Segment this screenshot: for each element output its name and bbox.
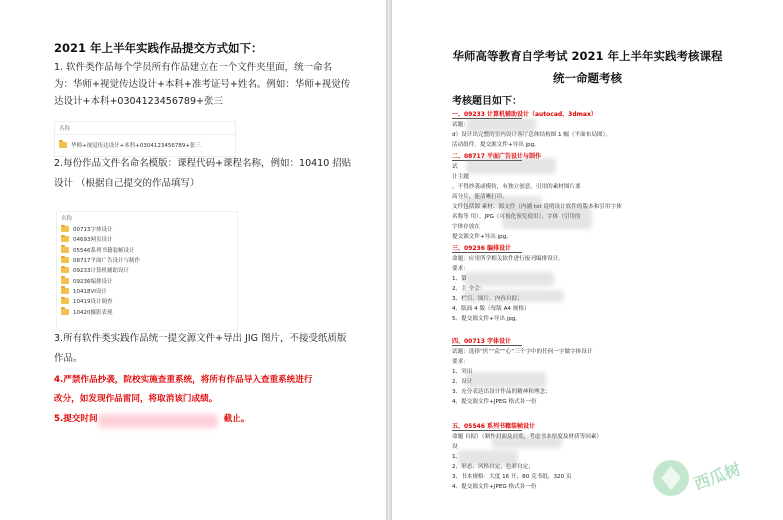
folder-name: 10420摄影表现 (73, 309, 113, 316)
section-line: 高分片，能清晰打印。 (452, 194, 508, 200)
section-line: 3、书本规格：大度 16 开，80 克书纸，320 页 (452, 474, 572, 480)
paragraph-2 (54, 155, 354, 192)
section-line: 要求： (452, 359, 469, 365)
section-line: 要求： (452, 266, 469, 272)
section-line: 试 (452, 164, 458, 170)
section-line: 4、版面 4 版（每版 A4 规格） (452, 306, 530, 312)
folder-name: 华师+视觉传达设计+本科+0304123456789+张三 (71, 142, 201, 149)
section-line: ，不得抄袭或模仿，有独立创意，引用的素材图片要 (452, 184, 581, 190)
section-line: 命题 自拟）（制作封面及封底，考虑书本厚度及材质等因素） (452, 434, 603, 440)
folder-name: 10419设计调查 (73, 299, 113, 306)
paragraph-1 (54, 59, 354, 110)
section-heading-text: 四、00713 字体设计 (452, 338, 511, 345)
section-line: 4、提交源文件+JPEG 格式各一份 (452, 399, 537, 405)
paragraph-3-line-2: 作品。 (54, 353, 83, 364)
left-page-title: 2021 年上半年实践作品提交方式如下： (54, 41, 263, 55)
paragraph-4-line-1: 4.严禁作品抄袭，院校实施查重系统，将所有作品导入查重系统进行 (54, 375, 313, 385)
section-heading-text: 三、09236 编排设计 (452, 245, 511, 252)
redaction-blur (464, 272, 554, 286)
left-document-page (0, 0, 386, 520)
section-line: 5、提交源文件+导出 jpg。 (452, 316, 522, 322)
deadline-start: 5.提交时间 (54, 414, 98, 424)
section-line: 字体存放在 (452, 224, 480, 230)
section-line: 4、提交源文件+JPEG 格式各一份 (452, 484, 537, 490)
paragraph-4-warning (54, 371, 354, 409)
paragraph-2-line-1: 2.每份作品文件名命名模版：课程代码+课程名称，例如：10410 招贴 (54, 158, 352, 169)
folder-list (57, 224, 237, 317)
folder-icon (61, 298, 69, 304)
paragraph-1-line-3: 达设计+本科+0304123456789+张三 (54, 96, 223, 107)
exam-subtitle: 考核题目如下： (452, 96, 522, 107)
folder-icon (61, 267, 69, 273)
section-line: 2、设计 (452, 379, 473, 385)
section-line: 试题： (452, 122, 469, 128)
folder-screenshot-1 (54, 121, 236, 157)
folder-row (57, 286, 237, 296)
folder-icon (61, 288, 69, 294)
folder-name: 08717平面广告设计与制作 (73, 258, 140, 265)
folder-row (57, 245, 237, 255)
paragraph-2-line-2: 设计 （根据自己提交的作品填写） (54, 178, 200, 189)
section-line: 2、主 全会： (452, 286, 486, 292)
folder-name: 10418VI设计 (73, 288, 107, 295)
right-page-title-line-2: 统一命题考核 (553, 71, 622, 85)
section-line: 1、 (452, 454, 462, 460)
heading-underline (452, 430, 522, 431)
folder-row (57, 224, 237, 234)
section-line: 提交源文件+导出 jpg。 (452, 234, 512, 240)
section-heading (452, 243, 511, 252)
folder-icon (61, 309, 69, 315)
folder-name: 09233计算机辅助设计 (73, 268, 129, 275)
folder-icon (61, 236, 69, 242)
section-line: 计主题 (452, 174, 469, 180)
folder-icon (61, 247, 69, 253)
right-page-title-line-1: 华师高等教育自学考试 2021 年上半年实践考核课程 (452, 49, 723, 63)
heading-underline (452, 252, 522, 253)
section-line: 3、充分表达出设计作品的精神和理念； (452, 389, 551, 395)
section-heading-text: 一、09233 计算机辅助设计（autocad、3dmax） (452, 111, 597, 118)
folder-name: 09236编排设计 (73, 278, 113, 285)
folder-name: 05546系列书籍装帧设计 (73, 247, 135, 254)
watermark-text: 西瓜树 (691, 459, 744, 494)
redaction-blur (466, 158, 556, 174)
folder-icon (59, 142, 67, 148)
section-line: 3、栏目、图片、内容自拟； (452, 296, 523, 302)
paragraph-1-line-2: 为：华师+视觉传达设计+本科+准考证号+姓名。例如：华师+视觉传 (54, 79, 351, 90)
paragraph-1-line-1: 1. 软件类作品每个学员所有作品建立在一个文件夹里面，统一命名 (54, 62, 333, 73)
section-line: 名称等 用）、JPG（可视化预览使用）、字体（引用的 (452, 214, 581, 220)
redaction-blur (458, 450, 518, 466)
redaction-blur (466, 118, 536, 132)
paragraph-4-line-2: 改分，如发现作品雷同，将取消该门成绩。 (54, 394, 218, 404)
folder-row (57, 255, 237, 265)
section-line: 1、突出 (452, 369, 473, 375)
redaction-blur (502, 207, 592, 229)
folder-row (57, 306, 237, 316)
redaction-blur (466, 372, 546, 388)
folder-row (55, 140, 235, 149)
section-line: 命题：应用所学相关软件进行报刊编排设计。 (452, 256, 564, 262)
section-line: 设 (452, 444, 458, 450)
folder-screenshot-2 (56, 211, 238, 331)
folder-icon (61, 257, 69, 263)
paragraph-3-line-1: 3.所有软件类实践作品统一提交源文件+导出 JIG 图片，不接受纸质版 (54, 333, 347, 344)
section-heading (452, 421, 535, 430)
section-heading-text: 二、08717 平面广告设计与制作 (452, 153, 541, 160)
folder-row (57, 275, 237, 285)
deadline-end: 截止。 (223, 414, 250, 424)
section-line: 试题：选择“医”“众”“心”三个字中的任何一字做字体设计 (452, 349, 593, 355)
section-line: 活动组件。提交源文件+导出 jpg。 (452, 142, 540, 148)
section-line: 1、第 (452, 276, 467, 282)
section-line: 2、形态、风格自定，色彩自定； (452, 464, 534, 470)
section-line: d）设计出完整的室内设计客厅总体结构图 1 幅（平面布局图）， (452, 132, 611, 138)
redaction-blur (492, 436, 562, 448)
watermark-logo (649, 438, 769, 512)
folder-row (57, 296, 237, 306)
section-heading-text: 五、05546 系列书籍装帧设计 (452, 423, 535, 430)
folder-icon (61, 226, 69, 232)
redacted-deadline (98, 414, 218, 428)
heading-underline (452, 345, 522, 346)
folder-name: 00713字体设计 (73, 227, 113, 234)
name-column-header: 名称 (61, 216, 73, 222)
folder-row (57, 234, 237, 244)
section-heading (452, 109, 597, 118)
paragraph-3 (54, 330, 354, 367)
name-column-header: 名称 (55, 122, 235, 135)
redaction-blur (464, 290, 564, 302)
folder-name: 04693网页设计 (73, 237, 113, 244)
section-heading (452, 336, 511, 345)
section-line: 文件包括源 素材、源文件（内涵 txt 说明设计软件的版本和引用字体 (452, 204, 622, 210)
folder-row (57, 265, 237, 275)
folder-icon (61, 278, 69, 284)
